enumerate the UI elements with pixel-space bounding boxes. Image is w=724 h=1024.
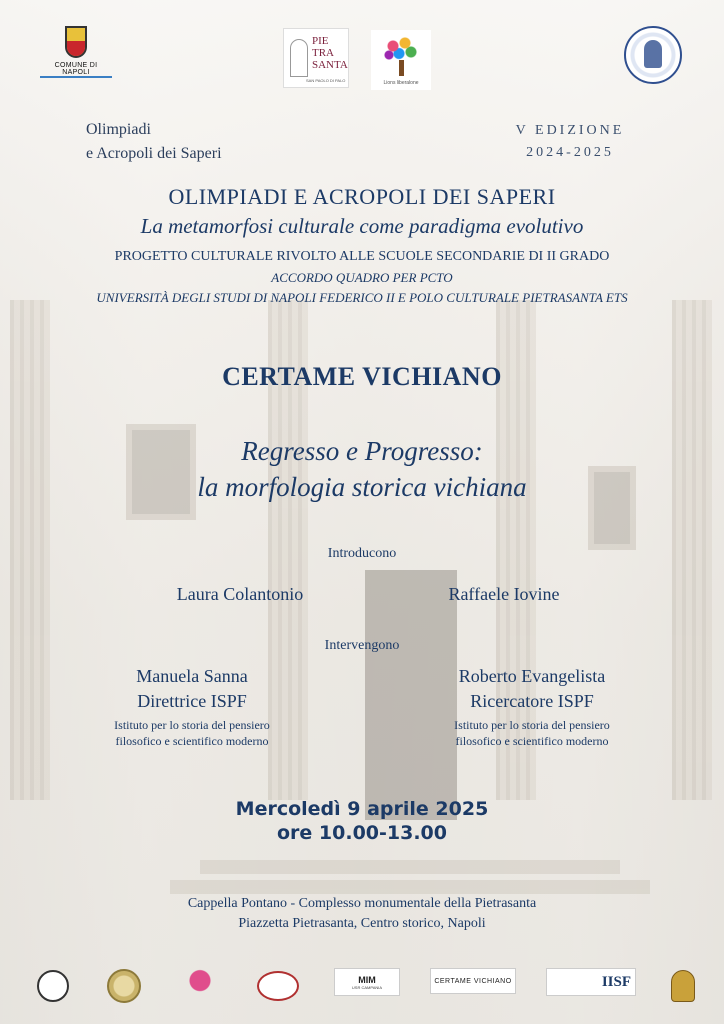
project-description: PROGETTO CULTURALE RIVOLTO ALLE SCUOLE SECONDARIE DI II GRADO [114,249,610,264]
speaker-left-name: Manuela Sanna [136,666,248,686]
speaker-right-role: Ricercatore ISPF [470,691,594,711]
project-title: OLIMPIADI E ACROPOLI DEI SAPERI [168,184,556,209]
event-time: ore 10.00-13.00 [276,822,447,844]
speaker-right-institute: Istituto per lo storia del pensiero filosofico e scientifico moderno [454,718,610,748]
olimpiadi-line2: e Acropoli dei Saperi [86,145,222,162]
project-partners: UNIVERSITÀ DEGLI STUDI DI NAPOLI FEDERICO II E POLO CULTURALE PIETRASANTA ETS [96,290,628,305]
edition-block [505,120,635,164]
project-agreement: ACCORDO QUADRO PER PCTO [271,270,453,285]
seal-figure-icon [644,40,662,68]
event-title: CERTAME VICHIANO [222,362,502,391]
intro-speaker-left: Laura Colantonio [176,584,304,604]
tree-logo-label: Lions liberalone [383,80,419,86]
napoli-shield-icon [65,26,87,58]
footer-logo-pink-tree [178,968,222,1004]
arch-icon [290,39,308,77]
event-theme-line1: Regresso e Progresso: [241,436,483,466]
footer-logo-coin [106,968,142,1004]
footer-logo-mim: MIM USR CAMPANIA [334,968,400,996]
project-subtitle: La metamorfosi culturale come paradigma evolutivo [140,214,584,238]
medallion-icon [37,970,69,1002]
pietrasanta-logo-text: PIE TRA SANTA [312,35,348,71]
crest-icon [671,970,695,1002]
event-theme-line2: la morfologia storica vichiana [197,472,527,502]
coin-icon [107,969,141,1003]
footer-logo-certame: CERTAME VICHIANO [430,968,516,994]
olimpiadi-small-title [86,118,222,166]
round-emblem-icon [257,971,299,1001]
venue-line1: Cappella Pontano - Complesso monumentale della Pietrasanta [187,896,537,911]
university-seal-logo [624,26,682,84]
speaker-left-institute: Istituto per lo storia del pensiero filosofico e scientifico moderno [114,718,270,748]
tree-logo [371,30,431,90]
edition-label: V EDIZIONE [515,123,625,138]
speakers-label: Intervengono [324,638,400,653]
comune-napoli-logo [40,26,112,78]
footer-logo-round [256,968,300,1004]
pietrasanta-logo-sub: SAN PAOLO DI PALO [306,78,346,83]
intro-speaker-right: Raffaele Iovine [448,584,560,604]
intro-label: Introducono [327,546,397,561]
pietrasanta-logo [283,28,349,88]
speaker-left [62,664,322,749]
footer-logo-medallion [36,968,70,1004]
edition-years: 2024-2025 [526,145,614,160]
olimpiadi-line1: Olimpiadi [86,121,151,138]
speaker-right-name: Roberto Evangelista [458,666,606,686]
venue-line2: Piazzetta Pietrasanta, Centro storico, Napoli [238,916,486,931]
speaker-right [402,664,662,749]
footer-logo-iisf: IISF [546,968,636,996]
event-date: Mercoledì 9 aprile 2025 [235,798,489,820]
speaker-left-role: Direttrice ISPF [137,691,247,711]
footer-logo-crest [670,968,696,1004]
comune-label: COMUNE DI NAPOLI [40,62,112,78]
